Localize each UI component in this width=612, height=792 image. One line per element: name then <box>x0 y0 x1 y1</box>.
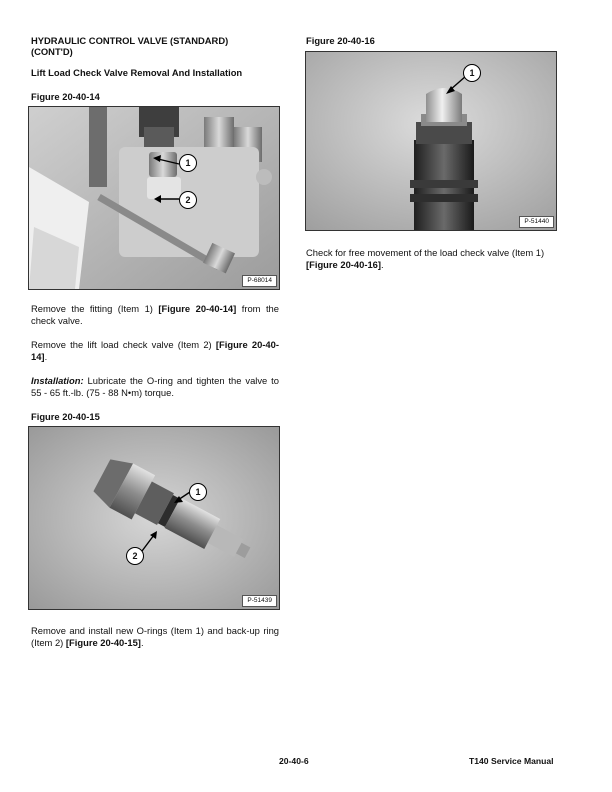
callout-2: 2 <box>126 547 144 565</box>
installation-lead: Installation: <box>31 375 84 386</box>
photo-number: P-68014 <box>242 275 277 287</box>
figure-20-40-14-label: Figure 20-40-14 <box>31 91 100 102</box>
figure-20-40-15-photo <box>28 426 280 610</box>
page-number: 20-40-6 <box>279 756 309 766</box>
callout-1: 1 <box>179 154 197 172</box>
figure-reference: [Figure 20-40-14] <box>158 303 237 314</box>
paragraph-installation: Installation: Lubricate the O-ring and tighten the valve to 55 - 65 ft.-lb. (75 - 88 N•m) torque. <box>31 375 279 398</box>
figure-20-40-16-callout-arrow <box>306 52 556 230</box>
figure-20-40-15-callout-arrows <box>29 427 279 609</box>
photo-number: P-51440 <box>519 216 554 228</box>
figure-20-40-14-callout-arrows <box>29 107 279 289</box>
section-title: HYDRAULIC CONTROL VALVE (STANDARD) (CONT'D) <box>31 35 229 57</box>
manual-title: T140 Service Manual <box>469 756 554 766</box>
figure-20-40-14-photo <box>28 106 280 290</box>
figure-reference: [Figure 20-40-16] <box>306 259 382 270</box>
paragraph-remove-check-valve: Remove the lift load check valve (Item 2) [Figure 20-40-14]. <box>31 339 279 362</box>
callout-1: 1 <box>189 483 207 501</box>
figure-20-40-16-label: Figure 20-40-16 <box>306 35 375 46</box>
paragraph-remove-fitting: Remove the fitting (Item 1) [Figure 20-40-14] from the check valve. <box>31 303 279 326</box>
figure-reference: [Figure 20-40-14] <box>31 339 279 362</box>
figure-20-40-15-label: Figure 20-40-15 <box>31 411 100 422</box>
paragraph-check-movement: Check for free movement of the load check valve (Item 1) [Figure 20-40-16]. <box>306 247 545 270</box>
callout-2: 2 <box>179 191 197 209</box>
subsection-title: Lift Load Check Valve Removal And Installation <box>31 67 243 78</box>
figure-20-40-16-photo <box>305 51 557 231</box>
photo-number: P-51439 <box>242 595 277 607</box>
callout-1: 1 <box>463 64 481 82</box>
paragraph-replace-o-rings: Remove and install new O-rings (Item 1) and back-up ring (Item 2) [Figure 20-40-15]. <box>31 625 279 648</box>
figure-reference: [Figure 20-40-15] <box>65 637 141 648</box>
